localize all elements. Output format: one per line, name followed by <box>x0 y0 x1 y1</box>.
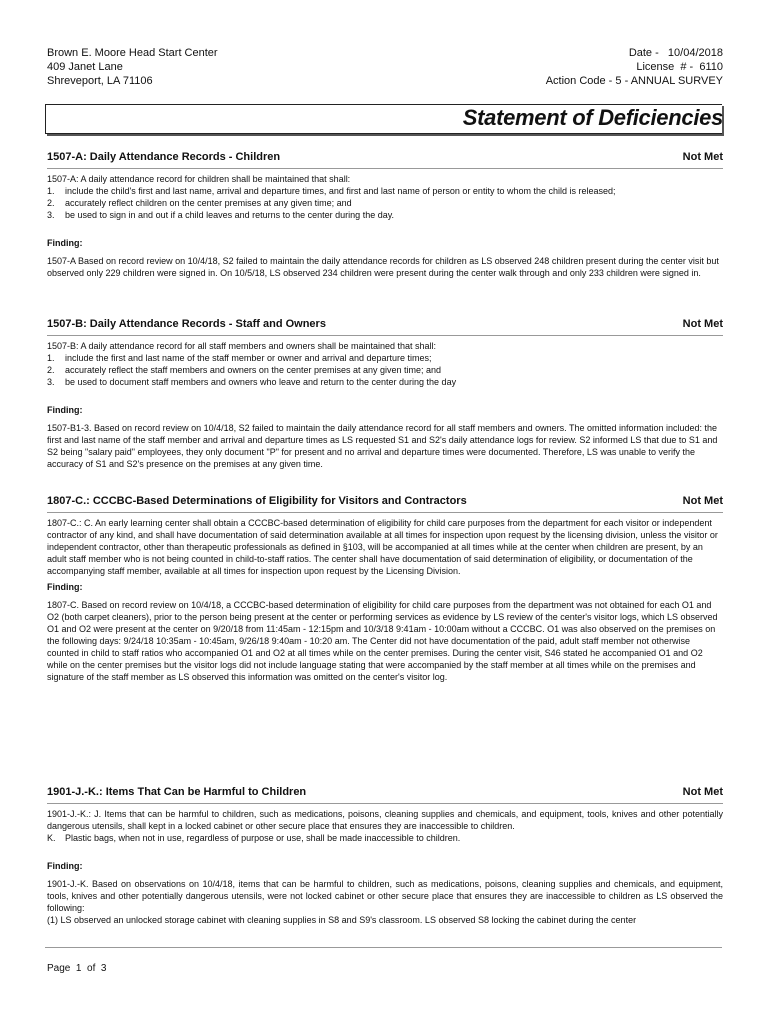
rule-text <box>47 808 723 844</box>
rule-list-item: 2. accurately reflect children on the center premises at any given time; and <box>47 198 352 208</box>
section-header <box>47 150 723 164</box>
rule-text <box>47 173 723 221</box>
deficiency-section-1807c <box>47 494 723 683</box>
rule-intro: 1901-J.-K.: J. Items that can be harmful to children, such as medications, poisons, cleaning supplies and chemicals, and equipment, tools, knives and other potentially dangerous utensils, shall kept in a locked cabinet or other secure place that ensures they are inaccessible to children. <box>47 809 723 831</box>
finding-label: Finding: <box>47 861 83 871</box>
rule-text <box>47 340 723 388</box>
section-heading: 1507-B: Daily Attendance Records - Staff and Owners <box>47 318 326 330</box>
deficiency-section-1507b <box>47 317 723 470</box>
facility-street: 409 Janet Lane <box>47 61 123 73</box>
status-badge: Not Met <box>682 151 723 163</box>
rule-list-item: 3. be used to document staff members and owners who leave and return to the center during the day <box>47 377 457 387</box>
license-number: License # - 6110 <box>636 61 723 73</box>
rule-list-item: K. Plastic bags, when not in use, regardless of purpose or use, shall be made inaccessible to children. <box>47 833 461 843</box>
finding-label: Finding: <box>47 238 83 248</box>
status-badge: Not Met <box>682 495 723 507</box>
status-badge: Not Met <box>682 318 723 330</box>
finding-label: Finding: <box>47 405 83 415</box>
facility-address <box>47 46 218 88</box>
rule-intro: 1807-C.: C. An early learning center shall obtain a CCCBC-based determination of eligibility for child care purposes from the department for each visitor or independent contractor of any kind, and shall have documentation of said determination available at all times for inspection upon request by the licensing division, unless the visitor or independent contractor, other than therapeutic professionals as defined in §103, will be accompanied at all times while at the center when children are present, by an adult staff member who is not being counted in child-to-staff ratios. The center shall have documentation of said determination of eligibility, or documentation of the accompanying staff member, available at all times for inspection upon request by the Licensing Division. <box>47 518 718 576</box>
footer-divider <box>45 947 722 948</box>
section-heading: 1901-J.-K.: Items That Can be Harmful to Children <box>47 786 307 798</box>
page-title: Statement of Deficiencies <box>462 105 723 130</box>
section-divider <box>47 168 723 169</box>
finding-label: Finding: <box>47 582 83 592</box>
status-badge: Not Met <box>682 786 723 798</box>
page-number: Page 1 of 3 <box>47 963 107 974</box>
survey-meta <box>546 46 723 88</box>
section-header <box>47 785 723 799</box>
deficiency-section-1507a <box>47 150 723 279</box>
section-divider <box>47 803 723 804</box>
deficiency-section-1901jk <box>47 785 723 926</box>
action-code: Action Code - 5 - ANNUAL SURVEY <box>545 75 723 87</box>
section-heading: 1507-A: Daily Attendance Records - Children <box>47 151 281 163</box>
rule-list-item: 1. include the first and last name of the staff member or owner and arrival and departure times; <box>47 353 432 363</box>
facility-city: Shreveport, LA 71106 <box>47 75 153 87</box>
finding-text-continued: (1) LS observed an unlocked storage cabinet with cleaning supplies in S8 and S9's classroom. LS observed S8 locking the cabinet during the center <box>47 915 637 925</box>
section-divider <box>47 335 723 336</box>
finding-text: 1507-B1-3. Based on record review on 10/4/18, S2 failed to maintain the daily attendance record for all staff members and owners. The omitted information included: the first and last name of the staff member and arrival and departure times as LS requested S1 and S2's daily attendance logs for review. S2 informed LS that due to S1 and S2 being "salary paid" employees, they only document "P" for present and no arrival and departure times were documented. Therefore, LS was unable to verify the accuracy of S1 and S2's presence on the premises at any given time. <box>47 423 718 469</box>
rule-list-item: 3. be used to sign in and out if a child leaves and returns to the center during the day. <box>47 210 395 220</box>
rule-text <box>47 517 723 577</box>
section-header <box>47 317 723 331</box>
facility-name: Brown E. Moore Head Start Center <box>47 47 218 59</box>
survey-date: Date - 10/04/2018 <box>628 47 723 59</box>
finding-text: 1901-J.-K. Based on observations on 10/4/18, items that can be harmful to children, such as medications, poisons, cleaning supplies and chemicals, and equipment, tools, knives and other potentially dangerous utensils, were not locked cabinet or other secure place that ensures they are inaccessible to children as LS observed the following: <box>47 879 723 913</box>
section-divider <box>47 512 723 513</box>
section-heading: 1807-C.: CCCBC-Based Determinations of Eligibility for Visitors and Contractors <box>47 495 467 507</box>
rule-list-item: 2. accurately reflect the staff members and owners on the center premises at any given time; and <box>47 365 442 375</box>
finding-text: 1807-C. Based on record review on 10/4/18, a CCCBC-based determination of eligibility for child care purposes from the department was not obtained for each O1 and O2 (both carpet cleaners), prior to the person being present at the center or performing services as evidence by LS review of the center's visitor logs, which LS observed O1 and O2 were present at the center on 9/20/18 from 11:45am - 12:15pm and 10/3/18 9:41am - 10:00am without a CCCBC. O1 was also observed on the premises on the following days: 9/24/18 10:35am - 10:45am, 9/26/18 9:40am - 10:20 am. The Center did not have documentation of the paid, adult staff member not otherwise counted in child to staff ratios who accompanied O1 and O2 at all times while on the center premises. During the center visit, S46 stated he accompanied O1 and O2 while on the center premises but the visitor logs did not include language stating that were accompanied by the staff member at all times while on the premises and signature of the staff member as LS observed this information was omitted on the center's visitor log. <box>47 600 718 682</box>
rule-intro: 1507-B: A daily attendance record for all staff members and owners shall be maintained that shall: <box>47 341 437 351</box>
rule-list-item: 1. include the child's first and last name, arrival and departure times, and first and last name of person or entity to whom the child is released; <box>47 186 616 196</box>
rule-intro: 1507-A: A daily attendance record for children shall be maintained that shall: <box>47 174 351 184</box>
section-header <box>47 494 723 508</box>
finding-text: 1507-A Based on record review on 10/4/18, S2 failed to maintain the daily attendance records for children as LS observed 248 children present during the center visit but observed only 229 children were signed in. On 10/5/18, LS observed 234 children were present during the center walk through and only 233 children were signed in. <box>47 256 719 278</box>
